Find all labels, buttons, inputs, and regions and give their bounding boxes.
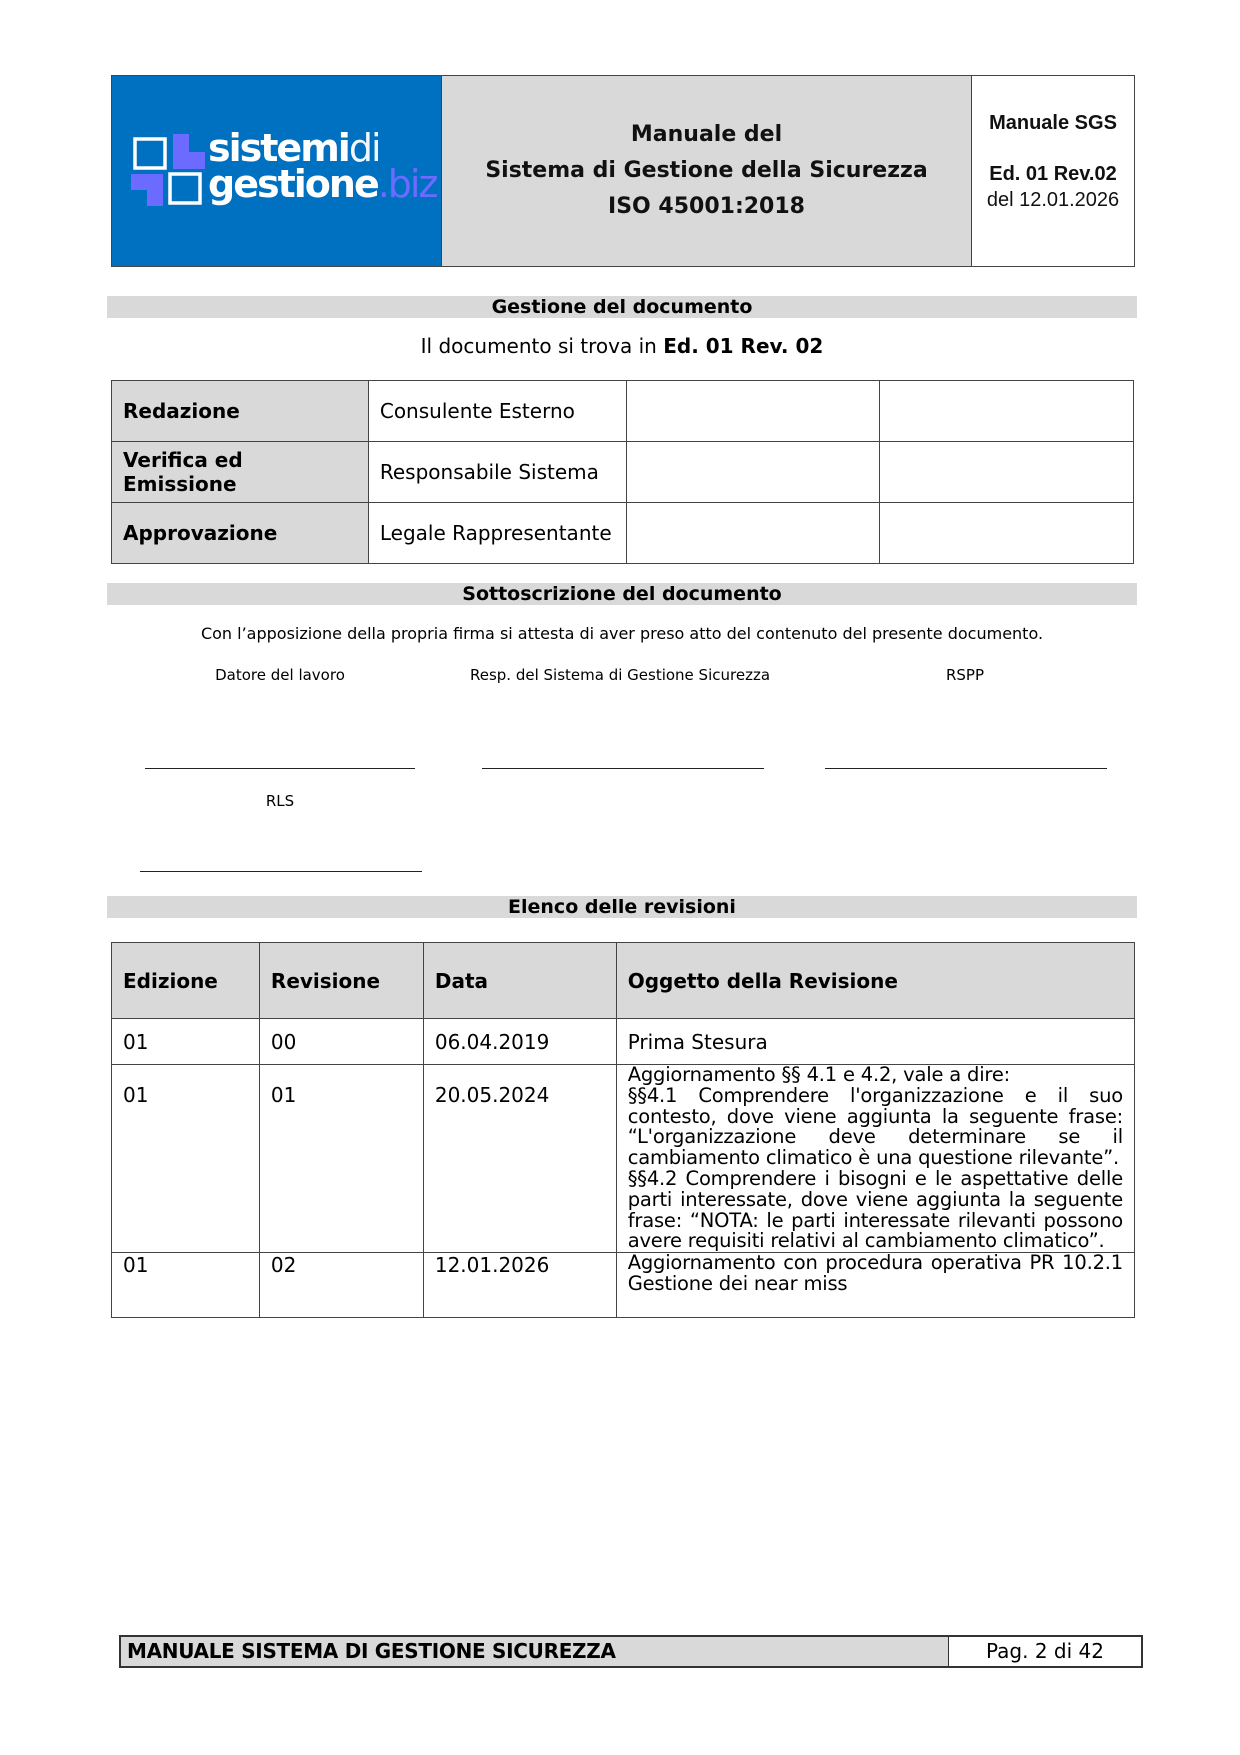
signature-cell[interactable] bbox=[626, 503, 880, 564]
column-header: Oggetto della Revisione bbox=[616, 943, 1134, 1019]
section-title-revisions: Elenco delle revisioni bbox=[107, 896, 1137, 918]
title-line-1: Manuale del bbox=[630, 122, 783, 147]
cell-data: 06.04.2019 bbox=[423, 1019, 616, 1065]
cell-oggetto: Prima Stesura bbox=[616, 1019, 1134, 1065]
signature-cell[interactable] bbox=[626, 442, 880, 503]
table-row bbox=[112, 381, 1134, 442]
table-row bbox=[112, 1253, 1135, 1318]
signature-line-rls[interactable] bbox=[140, 871, 422, 872]
signer-label-rls: RLS bbox=[265, 792, 295, 810]
cell-revisione: 00 bbox=[259, 1019, 423, 1065]
date-cell[interactable] bbox=[880, 442, 1134, 503]
document-title bbox=[442, 76, 972, 266]
cell-edizione: 01 bbox=[112, 1019, 260, 1065]
signer-label-employer: Datore del lavoro bbox=[215, 666, 345, 684]
signature-line-system-manager[interactable] bbox=[482, 768, 764, 769]
doc-edition: Ed. 01 Rev.02 bbox=[989, 163, 1117, 185]
row-value: Responsabile Sistema bbox=[368, 442, 626, 503]
signer-label-system-manager: Resp. del Sistema di Gestione Sicurezza bbox=[469, 666, 771, 684]
page-number: Pag. 2 di 42 bbox=[986, 1639, 1104, 1663]
logo-wordmark-line2: gestione.biz bbox=[208, 162, 437, 206]
row-value: Consulente Esterno bbox=[368, 381, 626, 442]
cell-oggetto bbox=[616, 1065, 1134, 1253]
table-row bbox=[112, 442, 1134, 503]
date-cell[interactable] bbox=[880, 381, 1134, 442]
page-footer bbox=[119, 1635, 1143, 1668]
row-label: Approvazione bbox=[112, 503, 369, 564]
title-line-2: Sistema di Gestione della Sicurezza bbox=[485, 158, 928, 183]
cell-edizione: 01 bbox=[112, 1065, 260, 1253]
document-status-value: Ed. 01 Rev. 02 bbox=[663, 334, 824, 358]
column-header: Revisione bbox=[259, 943, 423, 1019]
signer-label-rspp: RSPP bbox=[945, 666, 985, 684]
document-status: Il documento si trova in Ed. 01 Rev. 02 bbox=[420, 334, 824, 358]
date-cell[interactable] bbox=[880, 503, 1134, 564]
table-row bbox=[112, 1065, 1135, 1253]
approvals-table bbox=[111, 380, 1134, 564]
logo-mark-icon bbox=[129, 132, 205, 208]
revision-note-line: §§4.1 Comprendere l'organizzazione e il suo contesto, dove viene aggiunta la seguente frase: “L'organizzazione deve determinare se il cambiamento climatico è una questione rilevante”. bbox=[627, 1083, 1123, 1170]
signature-line-rspp[interactable] bbox=[825, 768, 1107, 769]
doc-date: del 12.01.2026 bbox=[986, 189, 1120, 211]
logo-wordmark-line1: sistemidi bbox=[208, 126, 380, 170]
signature-statement: Con l’apposizione della propria firma si attesta di aver preso atto del contenuto del presente documento. bbox=[200, 624, 1044, 643]
revision-note-line: §§4.2 Comprendere i bisogni e le aspettative delle parti interessate, dove viene aggiunta la seguente frase: “NOTA: le parti interessate rilevanti possono avere requisiti relativi al cambiamento climatico”. bbox=[627, 1166, 1123, 1253]
document-meta bbox=[972, 76, 1134, 266]
row-label: Redazione bbox=[112, 381, 369, 442]
logo-panel bbox=[112, 76, 442, 266]
document-header bbox=[111, 75, 1135, 267]
cell-data: 12.01.2026 bbox=[423, 1253, 616, 1318]
column-header: Edizione bbox=[112, 943, 260, 1019]
title-line-3: ISO 45001:2018 bbox=[608, 194, 805, 219]
revision-note-line: Aggiornamento §§ 4.1 e 4.2, vale a dire: bbox=[627, 1063, 1010, 1086]
table-header-row bbox=[112, 943, 1135, 1019]
cell-revisione: 01 bbox=[259, 1065, 423, 1253]
cell-revisione: 02 bbox=[259, 1253, 423, 1318]
doc-code: Manuale SGS bbox=[989, 112, 1117, 134]
section-title-document-management: Gestione del documento bbox=[107, 296, 1137, 318]
footer-title: MANUALE SISTEMA DI GESTIONE SICUREZZA bbox=[121, 1637, 949, 1666]
cell-data: 20.05.2024 bbox=[423, 1065, 616, 1253]
revisions-table bbox=[111, 942, 1135, 1318]
cell-oggetto: Aggiornamento con procedura operativa PR 10.2.1 Gestione dei near miss bbox=[616, 1253, 1134, 1318]
row-value: Legale Rappresentante bbox=[368, 503, 626, 564]
section-title-signatures: Sottoscrizione del documento bbox=[107, 583, 1137, 605]
signature-line-employer[interactable] bbox=[145, 768, 415, 769]
column-header: Data bbox=[423, 943, 616, 1019]
signature-cell[interactable] bbox=[626, 381, 880, 442]
table-row bbox=[112, 1019, 1135, 1065]
cell-edizione: 01 bbox=[112, 1253, 260, 1318]
row-label: Verifica ed Emissione bbox=[112, 442, 369, 503]
table-row bbox=[112, 503, 1134, 564]
